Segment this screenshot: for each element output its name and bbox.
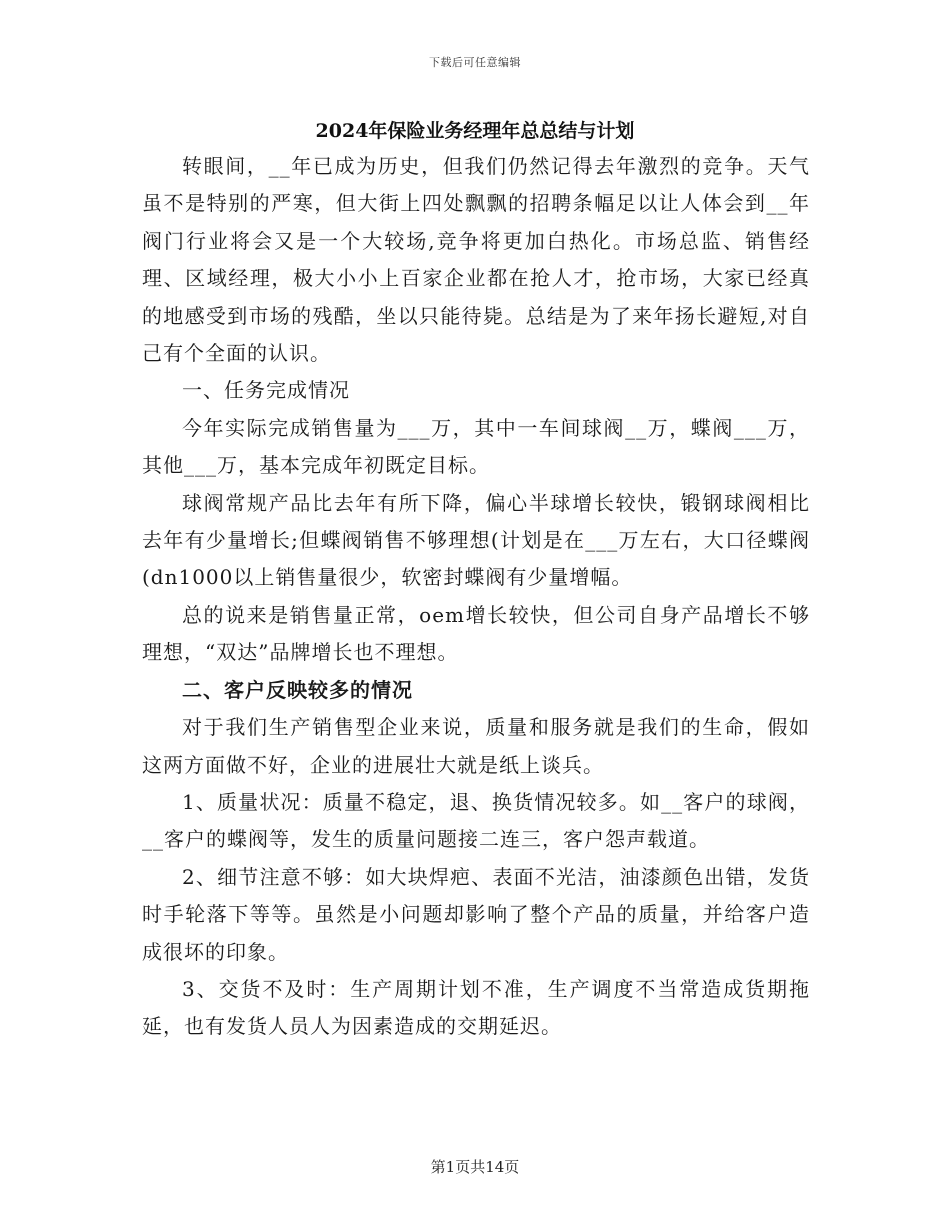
paragraph-quality-status: 1、质量状况：质量不稳定，退、换货情况较多。如__客户的球阀，__客户的蝶阀等，发生的质量问题接二连三，客户怨声载道。 — [142, 789, 810, 852]
paragraph-detail-attention: 2、细节注意不够：如大块焊疤、表面不光洁，油漆颜色出错，发货时手轮落下等等。虽然是小问题却影响了整个产品的质量，并给客户造成很坏的印象。 — [142, 864, 810, 964]
page-number-footer: 第1页共14页 — [430, 1158, 520, 1176]
section-heading-task-completion: 一、任务完成情况 — [182, 378, 350, 403]
header-note: 下载后可任意编辑 — [429, 56, 521, 69]
paragraph-ball-valve: 球阀常规产品比去年有所下降，偏心半球增长较快，锻钢球阀相比去年有少量增长;但蝶阀销售不够理想(计划是在___万左右，大口径蝶阀(dn1000以上销售量很少，软密封蝶阀有少量增幅。 — [142, 490, 810, 590]
paragraph-sales-volume: 今年实际完成销售量为___万，其中一车间球阀__万，蝶阀___万，其他___万，基本完成年初既定目标。 — [142, 415, 810, 478]
paragraph-summary: 总的说来是销售量正常，oem增长较快，但公司自身产品增长不够理想，“双达”品牌增长也不理想。 — [142, 602, 810, 665]
section-heading-customer-feedback: 二、客户反映较多的情况 — [182, 677, 413, 702]
document-body — [142, 148, 810, 1046]
paragraph-intro: 转眼间，__年已成为历史，但我们仍然记得去年激烈的竞争。天气虽不是特别的严寒，但大街上四处飘飘的招聘条幅足以让人体会到__年阀门行业将会又是一个大较场,竞争将更加白热化。市场总监、销售经理、区域经理，极大小小上百家企业都在抢人才，抢市场，大家已经真的地感受到市场的残酷，坐以只能待毙。总结是为了来年扬长避短,对自己有个全面的认识。 — [142, 154, 810, 366]
paragraph-quality-service: 对于我们生产销售型企业来说，质量和服务就是我们的生命，假如这两方面做不好，企业的进展壮大就是纸上谈兵。 — [142, 715, 810, 777]
document-title: 2024年保险业务经理年总总结与计划 — [315, 120, 635, 142]
paragraph-delivery-delay: 3、交货不及时：生产周期计划不准，生产调度不当常造成货期拖延，也有发货人员人为因素造成的交期延迟。 — [142, 976, 810, 1039]
